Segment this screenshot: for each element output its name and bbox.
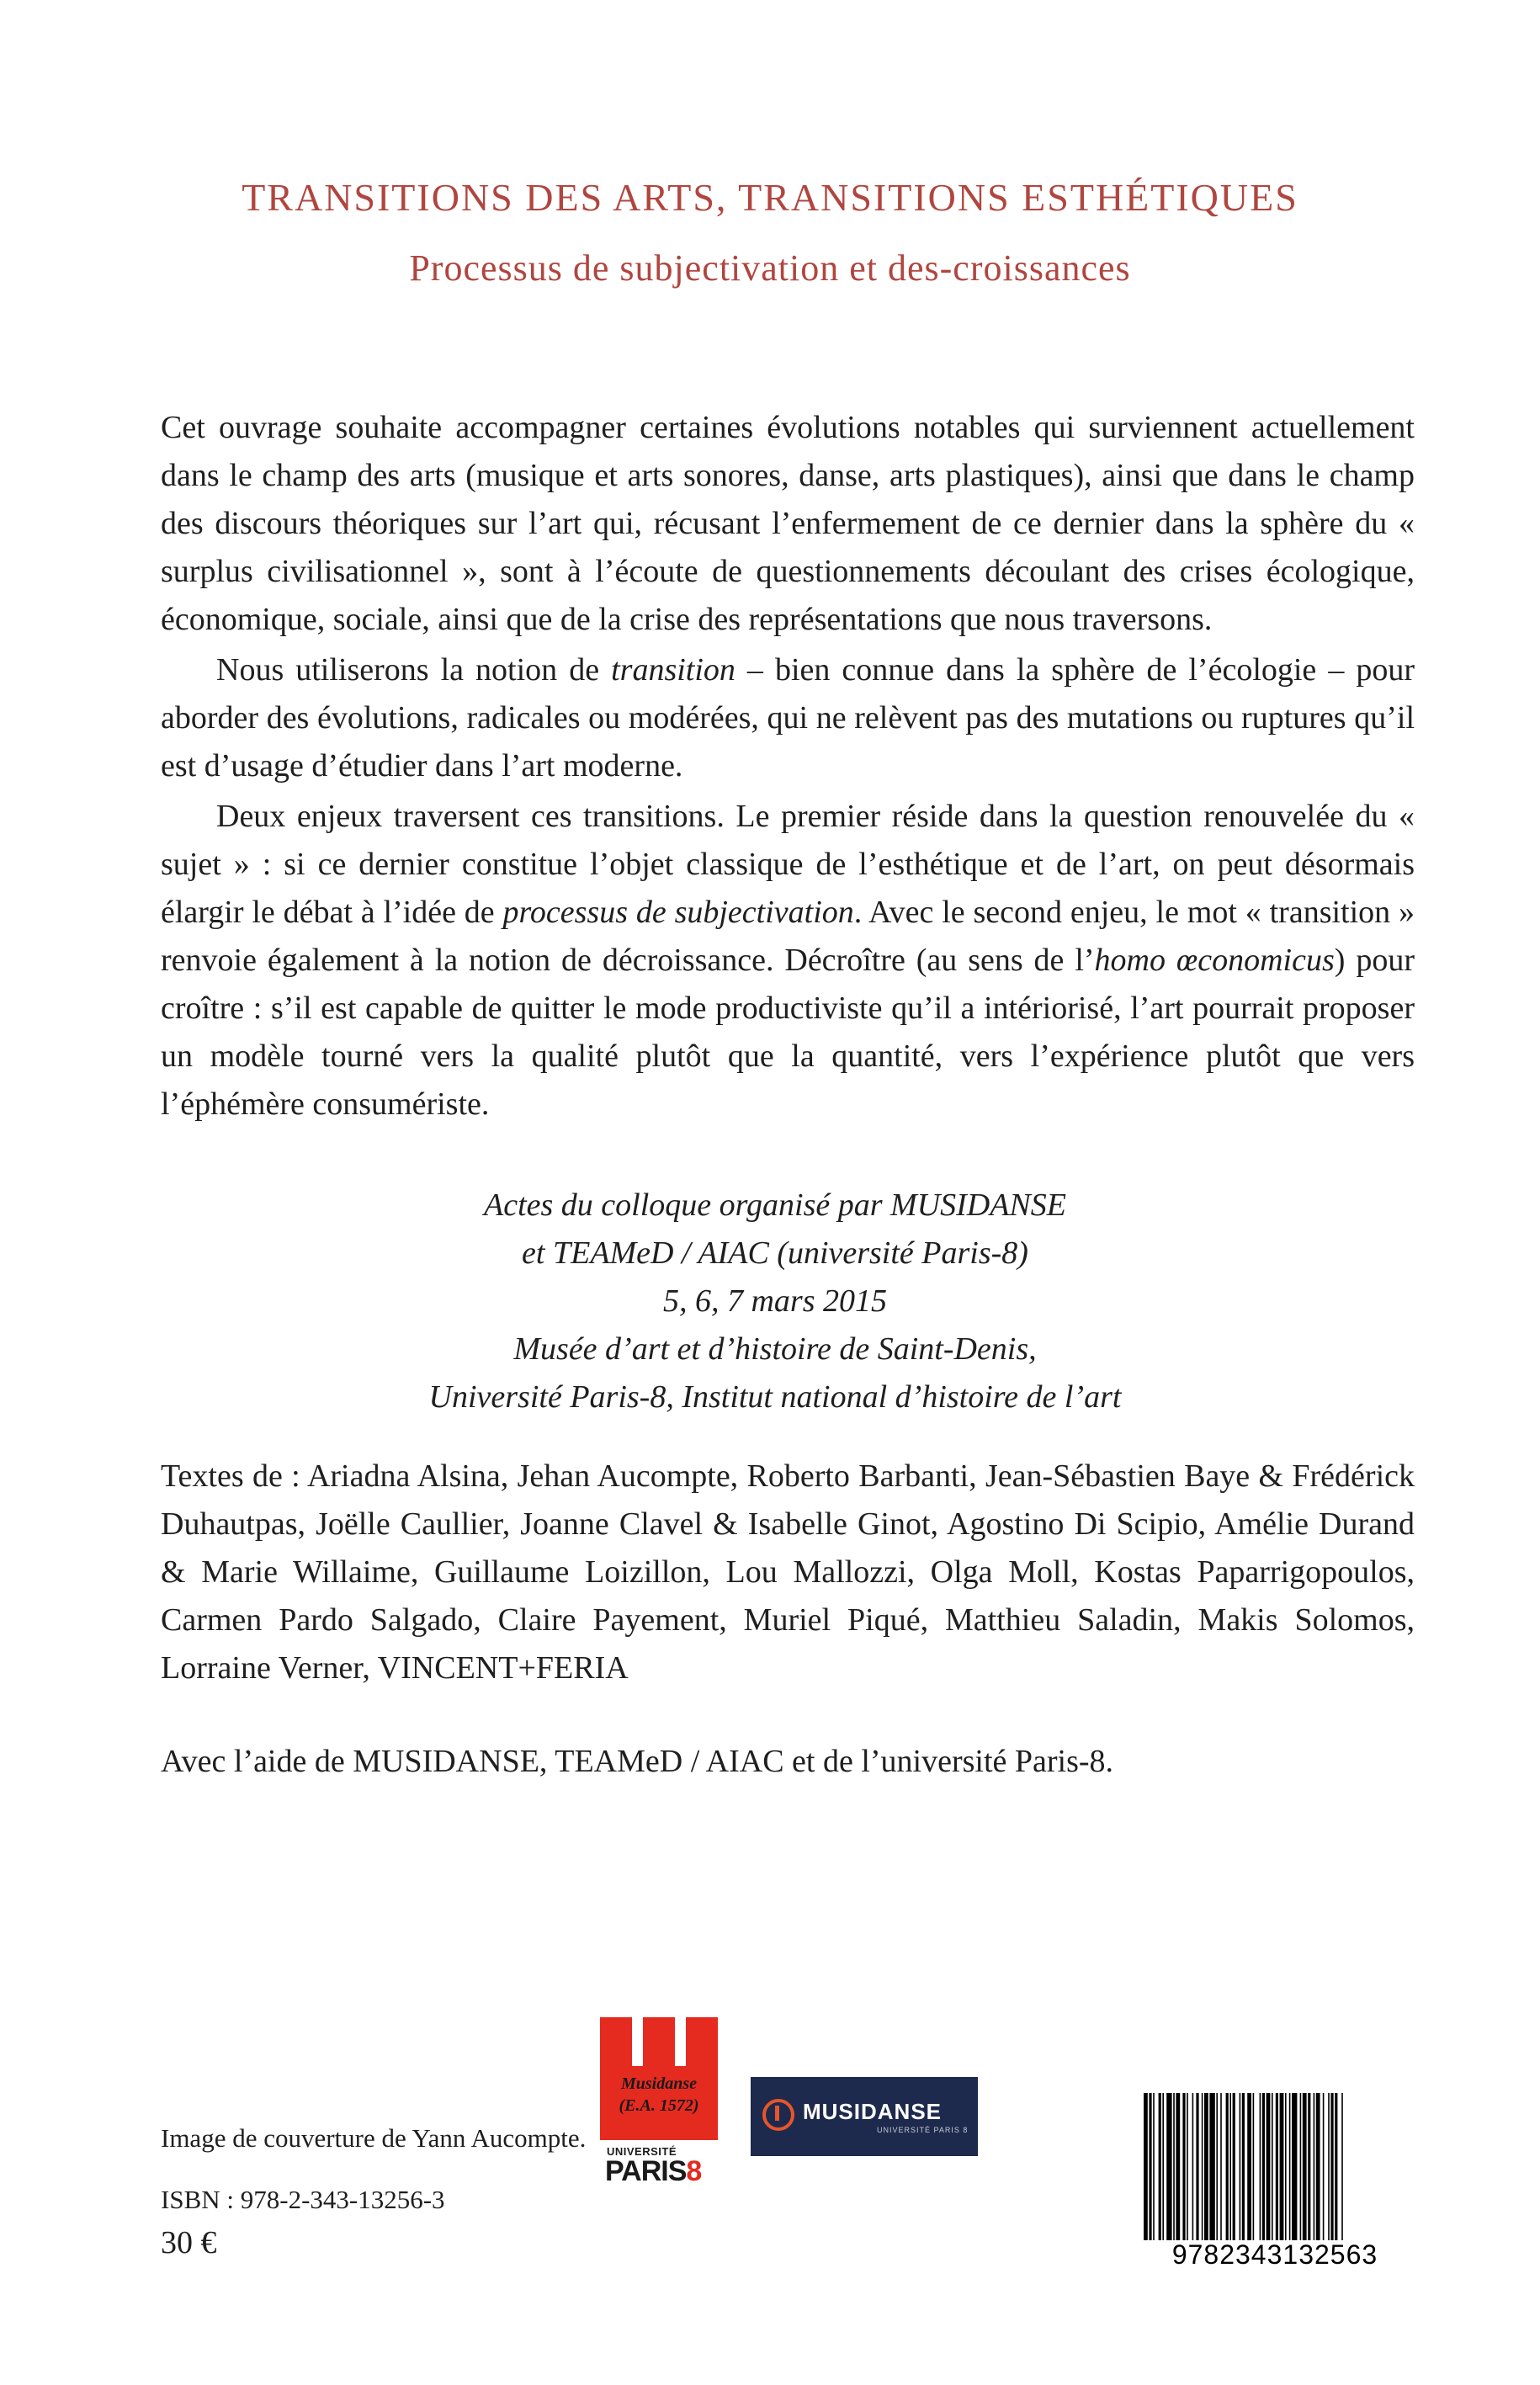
barcode-bar <box>1229 2093 1231 2240</box>
barcode-digits: 9782343132563 <box>1171 2239 1378 2270</box>
logo-name: MUSIDANSE <box>803 2099 943 2124</box>
barcode-bar <box>1204 2093 1208 2240</box>
summary-paragraph-3: Deux enjeux traversent ces transitions. Le premier réside dans la question renouvelée du « sujet » : si ce dernier constitue l’objet classique de l’esthétique et de l’art, on peut désormais élargir le débat à l’idée de processus de subjectivation. Avec le second enjeu, le mot « transition » renvoie également à la notion de décroissance. Décroître (au sens de l’homo œconomicus) pour croître : s’il est capable de quitter le mode productiviste qu’il a intériorisé, l’art pourrait proposer un modèle tourné vers la qualité plutôt que la quantité, vers l’expérience plutôt que vers l’éphémère consumériste. <box>161 799 1415 1122</box>
barcode-bar <box>1272 2093 1273 2240</box>
barcode-bar <box>1262 2093 1265 2240</box>
barcode-bar <box>1182 2093 1185 2240</box>
logo-universite-label: UNIVERSITÉ <box>607 2145 677 2158</box>
barcode <box>1140 2093 1410 2278</box>
barcode-bar <box>1285 2093 1287 2240</box>
barcode-bar <box>1220 2093 1222 2240</box>
barcode-bar <box>1323 2093 1325 2240</box>
barcode-bar <box>1216 2093 1218 2240</box>
book-subtitle: Processus de subjectivation et des-croissances <box>409 247 1131 289</box>
barcode-bar <box>1240 2093 1241 2240</box>
barcode-bar <box>1196 2093 1198 2240</box>
cover-header <box>0 173 1540 294</box>
conference-venue: Université Paris-8, Institut national d’histoire de l’art <box>428 1379 1122 1415</box>
cover-image-credit: Image de couverture de Yann Aucompte. <box>161 2123 587 2153</box>
conference-venue: Musée d’art et d’histoire de Saint-Denis, <box>513 1331 1037 1367</box>
barcode-bar <box>1328 2093 1330 2240</box>
barcode-bar <box>1330 2093 1333 2240</box>
musidanse-paris8-logo <box>600 2017 718 2190</box>
barcode-bar <box>1187 2093 1188 2240</box>
barcode-bar <box>1233 2093 1235 2240</box>
logo-caption: Musidanse (E.A. 1572) <box>619 2074 699 2115</box>
barcode-bar <box>1192 2093 1194 2240</box>
barcode-bar <box>1260 2093 1261 2240</box>
isbn: ISBN : 978-2-343-13256-3 <box>161 2185 445 2214</box>
summary-paragraph-1: Cet ouvrage souhaite accompagner certaines évolutions notables qui surviennent actuellement dans le champ des arts (musique et arts sonores, danse, arts plastiques), ainsi que dans le champ des discours théoriques sur l’art qui, récusant l’enfermement de ce dernier dans la sphère du « surplus civilisationnel », sont à l’écoute de questionnements découlant des crises écologique, économique, sociale, ainsi que de la crise des représentations que nous traversons. <box>161 410 1415 637</box>
barcode-bar <box>1341 2093 1343 2240</box>
barcode-bar <box>1153 2093 1155 2240</box>
conference-line: Actes du colloque organisé par MUSIDANSE <box>484 1187 1066 1223</box>
logo-paris8-label: PARIS8 <box>605 2155 702 2187</box>
barcode-bar <box>1276 2093 1278 2240</box>
barcode-bar <box>1242 2093 1245 2240</box>
barcode-bar <box>1303 2093 1307 2240</box>
barcode-bar <box>1173 2093 1175 2240</box>
summary-text <box>161 404 1415 1129</box>
barcode-bar <box>1226 2093 1229 2240</box>
conference-info <box>161 1182 1389 1421</box>
barcode-bar <box>1314 2093 1315 2240</box>
barcode-bar <box>1149 2093 1151 2240</box>
power-circle-icon <box>762 2099 794 2131</box>
barcode-bars <box>1140 2093 1410 2244</box>
barcode-bar <box>1176 2093 1180 2240</box>
contributors-text: Textes de : Ariadna Alsina, Jehan Aucompte, Roberto Barbanti, Jean-Sébastien Baye & Frédérick Duhautpas, Joëlle Caullier, Joanne Clavel & Isabelle Ginot, Agostino Di Scipio, Amélie Durand & Marie Willaime, Guillaume Loizillon, Lou Mallozzi, Olga Moll, Kostas Paparrigopoulos, Carmen Pardo Salgado, Claire Payement, Muriel Piqué, Matthieu Saladin, Makis Solomos, Lorraine Verner, VINCENT+FERIA <box>161 1458 1415 1686</box>
barcode-bar <box>1292 2093 1297 2240</box>
barcode-bar <box>1280 2093 1284 2240</box>
barcode-bar <box>1159 2093 1161 2240</box>
barcode-bar <box>1144 2093 1148 2240</box>
barcode-bar <box>1316 2093 1320 2240</box>
barcode-bar <box>1209 2093 1214 2240</box>
barcode-bar <box>1166 2093 1171 2240</box>
summary-paragraph-2: Nous utiliserons la notion de transition – bien connue dans la sphère de l’écologie – pour aborder des évolutions, radicales ou modérées, qui ne relèvent pas des mutations ou ruptures qu’il est d’usage d’étudier dans l’art moderne. <box>161 652 1415 783</box>
barcode-bar <box>1335 2093 1337 2240</box>
barcode-bar <box>1253 2093 1255 2240</box>
conference-line: et TEAMeD / AIAC (université Paris-8) <box>522 1235 1028 1271</box>
barcode-bar <box>1247 2093 1251 2240</box>
barcode-bar <box>1308 2093 1310 2240</box>
book-title: TRANSITIONS DES ARTS, TRANSITIONS ESTHÉTIQUES <box>242 176 1298 219</box>
barcode-bar <box>1289 2093 1291 2240</box>
price: 30 € <box>161 2225 217 2260</box>
barcode-bar <box>1267 2093 1271 2240</box>
support-acknowledgement: Avec l’aide de MUSIDANSE, TEAMeD / AIAC et de l’université Paris-8. <box>161 1744 1114 1779</box>
musidanse-logo <box>751 2077 978 2156</box>
logo-subtitle: UNIVERSITÉ PARIS 8 <box>877 2126 969 2134</box>
barcode-bar <box>1162 2093 1164 2240</box>
contributors-list <box>161 1453 1415 1692</box>
barcode-bar <box>1202 2093 1203 2240</box>
barcode-bar <box>1300 2093 1302 2240</box>
conference-dates: 5, 6, 7 mars 2015 <box>662 1283 888 1319</box>
